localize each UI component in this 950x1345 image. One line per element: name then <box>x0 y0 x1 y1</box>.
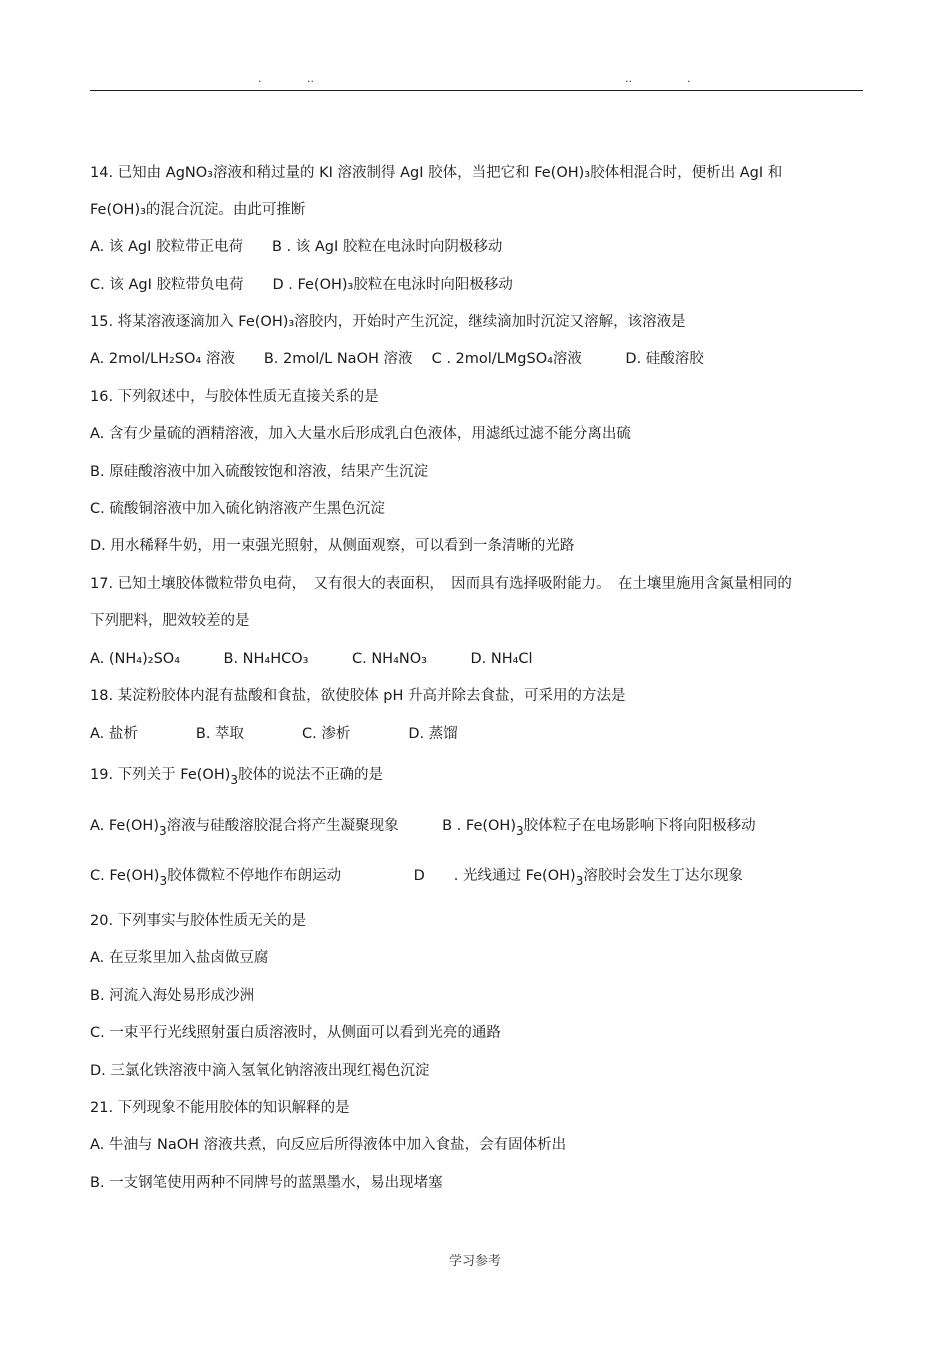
q16-option-b: B. 原硅酸溶液中加入硫酸铵饱和溶液，结果产生沉淀 <box>90 464 429 480</box>
q17-options: A. (NH₄)₂SO₄ B. NH₄HCO₃ C. NH₄NO₃ D. NH₄Cl <box>90 651 533 667</box>
q17-stem-line2: 下列肥料，肥效较差的是 <box>90 613 250 629</box>
q21-option-b: B. 一支钢笔使用两种不同牌号的蓝黑墨水，易出现堵塞 <box>90 1175 443 1191</box>
header-mark: .. <box>625 72 632 85</box>
q19-options-ab: A. $Fe(OH)_3$溶液与硅酸溶胶混合将产生凝聚现象 B . $Fe(OH)_3$胶体粒子在电场影响下将向阳极移动 <box>90 818 756 838</box>
q20-option-d: D. 三氯化铁溶液中滴入氢氧化钠溶液出现红褐色沉淀 <box>90 1063 430 1079</box>
header-mark: . <box>687 72 691 85</box>
q20-option-c: C. 一束平行光线照射蛋白质溶液时，从侧面可以看到光亮的通路 <box>90 1025 501 1041</box>
q16-stem: 16. 下列叙述中，与胶体性质无直接关系的是 <box>90 389 379 405</box>
q18-options: A. 盐析 B. 萃取 C. 渗析 D. 蒸馏 <box>90 726 458 742</box>
q20-stem: 20. 下列事实与胶体性质无关的是 <box>90 913 307 929</box>
q14-stem-line2: Fe(OH)₃的混合沉淀。由此可推断 <box>90 202 306 218</box>
q15-options: A. 2mol/LH₂SO₄ 溶液 B. 2mol/L NaOH 溶液 C . 2mol/LMgSO₄溶液 D. 硅酸溶胶 <box>90 351 704 367</box>
header-mark: . <box>258 72 262 85</box>
page-footer: 学习参考 <box>448 1254 501 1269</box>
q16-option-c: C. 硫酸铜溶液中加入硫化钠溶液产生黑色沉淀 <box>90 501 385 517</box>
q20-option-a: A. 在豆浆里加入盐卤做豆腐 <box>90 950 269 966</box>
q16-option-d: D. 用水稀释牛奶，用一束强光照射，从侧面观察，可以看到一条清晰的光路 <box>90 538 575 554</box>
q15-stem: 15. 将某溶液逐滴加入 Fe(OH)₃溶胶内，开始时产生沉淀，继续滴加时沉淀又溶解，该溶液是 <box>90 314 686 330</box>
q14-options-ab: A. 该 AgI 胶粒带正电荷 B . 该 AgI 胶粒在电泳时向阴极移动 <box>90 239 503 255</box>
q18-stem: 18. 某淀粉胶体内混有盐酸和食盐，欲使胶体 pH 升高并除去食盐，可采用的方法是 <box>90 688 626 704</box>
q14-options-cd: C. 该 AgI 胶粒带负电荷 D . Fe(OH)₃胶粒在电泳时向阳极移动 <box>90 277 513 293</box>
page-header <box>90 70 863 91</box>
q21-stem: 21. 下列现象不能用胶体的知识解释的是 <box>90 1100 350 1116</box>
q20-option-b: B. 河流入海处易形成沙洲 <box>90 988 255 1004</box>
q16-option-a: A. 含有少量硫的酒精溶液，加入大量水后形成乳白色液体，用滤纸过滤不能分离出硫 <box>90 426 631 442</box>
header-mark: .. <box>307 72 314 85</box>
q21-option-a: A. 牛油与 NaOH 溶液共煮，向反应后所得液体中加入食盐，会有固体析出 <box>90 1137 567 1153</box>
q19-options-cd: C. $Fe(OH)_3$胶体微粒不停地作布朗运动 D . 光线通过 $Fe(OH)_3$溶胶时会发生丁达尔现象 <box>90 868 743 888</box>
q17-stem-line1: 17. 已知土壤胶体微粒带负电荷， 又有很大的表面积， 因而具有选择吸附能力。 在土壤里施用含氮量相同的 <box>90 576 792 592</box>
q14-stem-line1: 14. 已知由 AgNO₃溶液和稍过量的 KI 溶液制得 AgI 胶体，当把它和 Fe(OH)₃胶体相混合时，便析出 AgI 和 <box>90 165 783 181</box>
q19-stem: 19. 下列关于 $Fe(OH)_3$胶体的说法不正确的是 <box>90 767 384 787</box>
